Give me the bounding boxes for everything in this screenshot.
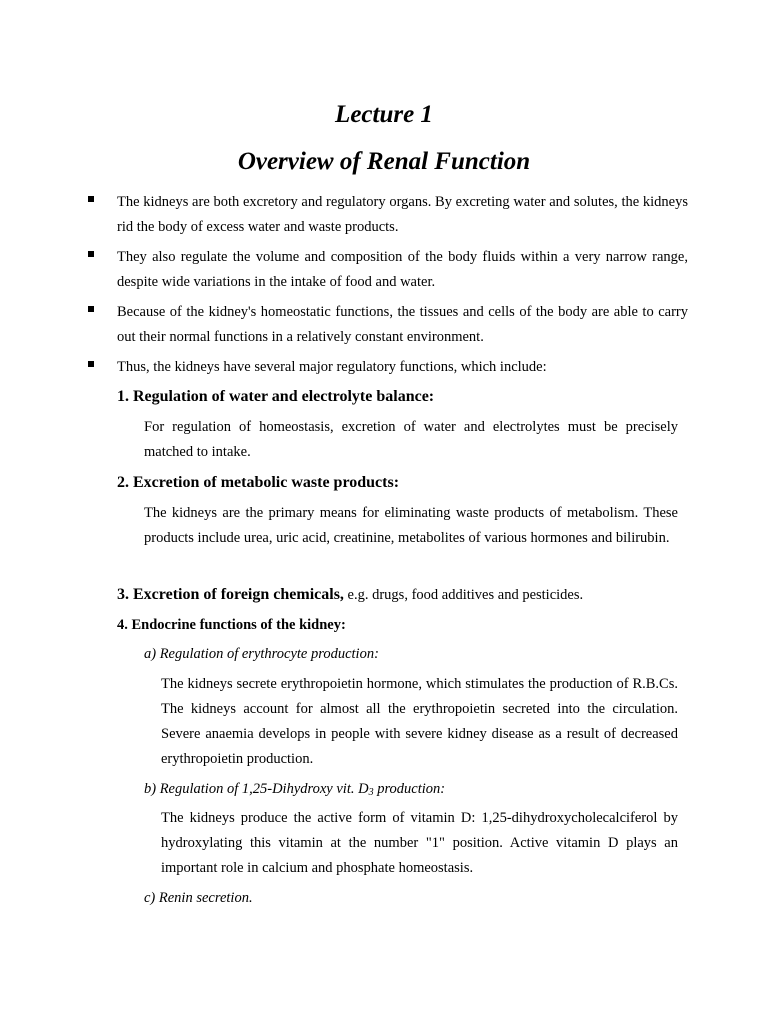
bullet-item: The kidneys are both excretory and regulatory organs. By excreting water and solutes, the kidneys rid the body of excess water and waste products.: [88, 190, 688, 240]
square-bullet-icon: [88, 251, 94, 257]
subsection-a-text: The kidneys secrete erythropoietin hormone, which stimulates the production of R.B.Cs. The kidneys account for almost all the erythropoietin secreted into the circulation. Severe anaemia develops in people with severe kidney disease as a result of decreased erythropoietin production.: [161, 676, 678, 767]
subsection-a-heading: a) Regulation of erythrocyte production:: [144, 646, 379, 662]
square-bullet-icon: [88, 196, 94, 202]
bullet-item: They also regulate the volume and composition of the body fluids within a very narrow range, despite wide variations in the intake of food and water.: [88, 245, 688, 295]
function-1-heading: 1. Regulation of water and electrolyte balance:: [117, 388, 435, 405]
function-3-tail: e.g. drugs, food additives and pesticides.: [343, 587, 584, 603]
function-3-line: [117, 584, 583, 606]
subsection-b-text: The kidneys produce the active form of vitamin D: 1,25-dihydroxycholecalciferol by hydroxylating this vitamin at the number "1" position. Active vitamin D plays an important role in calcium and phosphate homeostasis.: [161, 810, 678, 876]
subsection-c-heading: c) Renin secretion.: [144, 890, 253, 906]
function-2-heading: 2. Excretion of metabolic waste products:: [117, 474, 400, 491]
subsection-b-heading: b) Regulation of 1,25-Dihydroxy vit. $D_3$ production:: [144, 781, 446, 798]
page-subtitle: Overview of Renal Function: [237, 148, 531, 175]
function-4-heading: 4. Endocrine functions of the kidney:: [117, 617, 346, 633]
function-2-text: The kidneys are the primary means for eliminating waste products of metabolism. These products include urea, uric acid, creatinine, metabolites of various hormones and bilirubin.: [144, 505, 678, 546]
bullet-list: [88, 190, 688, 385]
function-1-text: For regulation of homeostasis, excretion of water and electrolytes must be precisely matched to intake.: [144, 419, 678, 460]
square-bullet-icon: [88, 361, 94, 367]
lecture-title: Lecture 1: [335, 101, 433, 128]
bullet-item: Thus, the kidneys have several major regulatory functions, which include:: [88, 355, 688, 380]
bullet-item: Because of the kidney's homeostatic functions, the tissues and cells of the body are able to carry out their normal functions in a relatively constant environment.: [88, 300, 688, 350]
function-3-heading: 3. Excretion of foreign chemicals,: [117, 586, 344, 603]
square-bullet-icon: [88, 306, 94, 312]
